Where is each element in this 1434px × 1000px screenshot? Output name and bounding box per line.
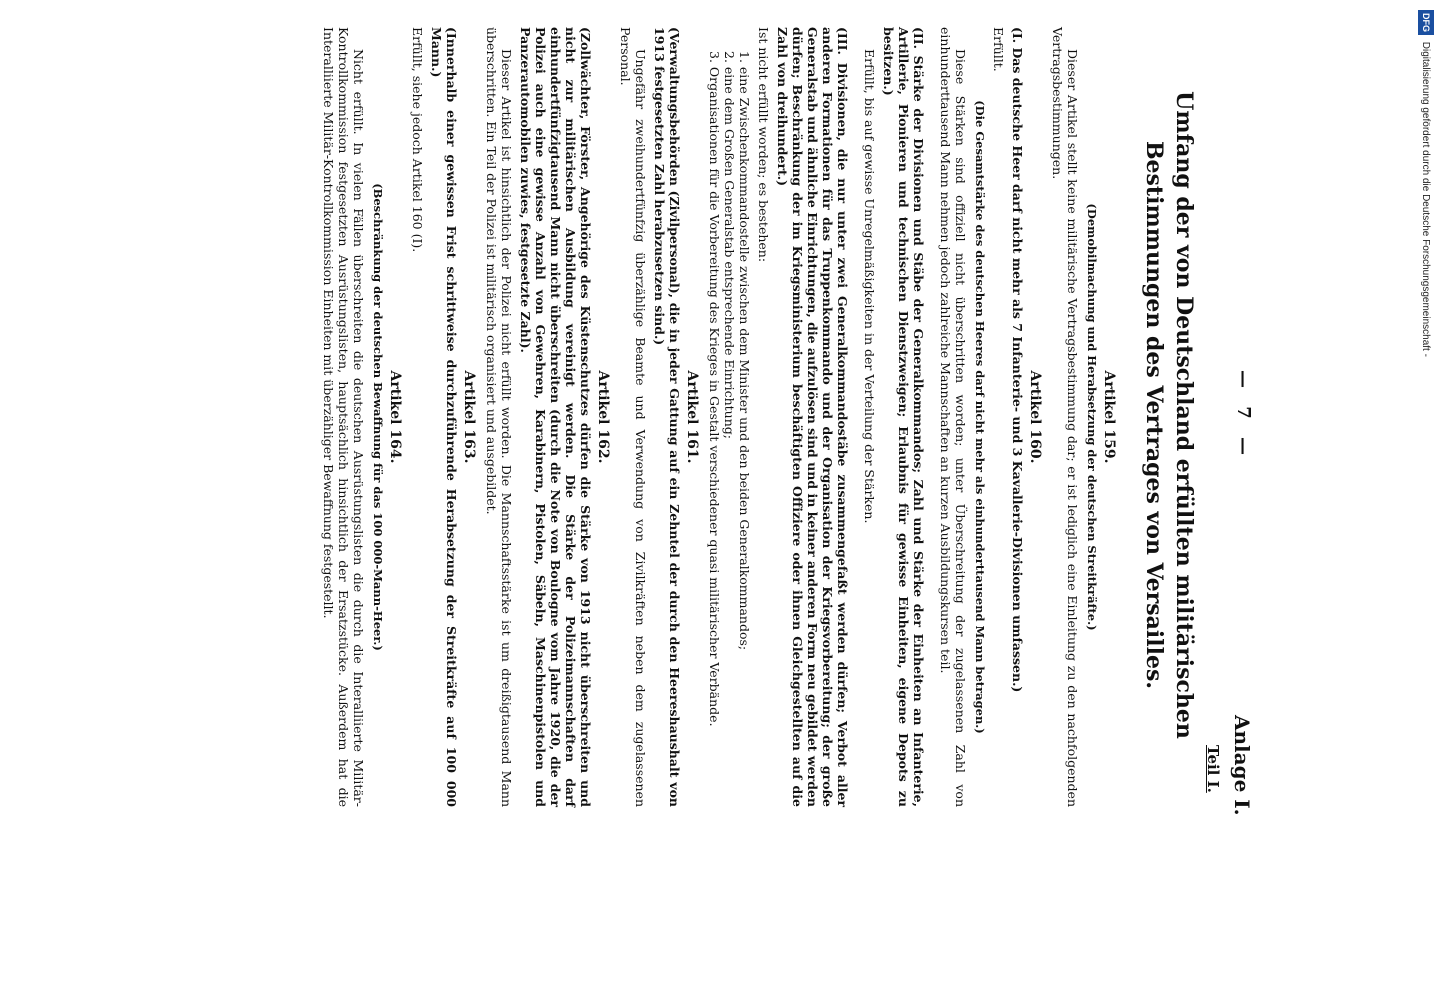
article-164-subtitle: (Beschränkung der deutschen Bewaffnung für das 100 000-Mann-Heer.) <box>371 183 385 651</box>
article-162-subtitle: (Zollwächter, Förster, Angehörige des Küstenschutzes dürfen die Stärke von 1913 nicht überschreiten und nicht zur militärischen Ausbildung vereinigt werden. Die Stärke der Polizeimannschaften darf einhundertfünfzigtausend Mann nicht überschreiten (durch die Note von Boulogne vom Jahre 1920, die der Polizei auch eine gewisse Anzahl von Gewehren, Karabinern, Pistolen, Säbeln, Maschinenpistolen und Panzerautomobilen zuwies, festgesetzte Zahl). <box>518 27 593 807</box>
article-159-subtitle: (Demobilmachung und Herabsetzung der deutschen Streitkräfte.) <box>1085 203 1099 631</box>
dfg-logo: DFG <box>1418 10 1434 35</box>
article-163-text: Erfüllt, siehe jedoch Artikel 160 (I). <box>410 27 425 253</box>
article-161-heading: Artikel 161. <box>684 370 700 464</box>
annex-label: Anlage I. <box>1230 715 1254 816</box>
article-160-i-subtitle: (Die Gesamtstärke des deutschen Heeres darf nicht mehr als einhunderttausend Mann betragen.) <box>973 100 987 734</box>
article-160-i-text: Erfüllt. <box>991 27 1006 72</box>
article-160-i-heading: (I. Das deutsche Heer darf nicht mehr als 7 Infanterie- und 3 Kavallerie-Divisionen umfassen.) <box>1010 27 1025 693</box>
article-163-heading: Artikel 163. <box>461 370 477 464</box>
article-160-i-text2: Diese Stärken sind offiziell nicht überschritten worden; unter Überschreitung der zugelassenen Zahl von einhunderttausend Mann nehmen jedoch zahlreiche Mannschaften an kurzen Ausbildungskursen teil. <box>938 27 968 807</box>
article-159-text: Dieser Artikel stellt keine militärische Vertragsbestimmung dar; er ist lediglich eine Einleitung zu den nachfolgenden Vertragsbestimmungen. <box>1050 27 1080 807</box>
article-160-ii-heading: (II. Stärke der Divisionen und Stäbe der Generalkommandos; Zahl und Stärke der Einheiten an Infanterie, Artillerie, Pionieren und technischen Dienstzweigen; Erlaubnis für gewisse Einheiten, eigene Depots zu besitzen.) <box>881 27 926 807</box>
article-160-iii-text: Ist nicht erfüllt worden; es bestehen: <box>756 27 771 263</box>
article-159-heading: Artikel 159. <box>1101 370 1117 464</box>
rotated-document-page <box>104 5 1274 825</box>
article-161-subtitle: (Verwaltungsbehörden (Zivilpersonal), die in jeder Gattung auf ein Zehntel der durch den Heereshaushalt von 1913 festgesetzten Zahl herabzusetzen sind.) <box>652 27 682 807</box>
document-title: Umfang der von Deutschland erfüllten militärischen Bestimmungen des Vertrages von Versailles. <box>1141 91 1197 739</box>
article-162-heading: Artikel 162. <box>595 370 611 464</box>
article-161-text: Ungefähr zweihundertfünfzig überzählige Beamte und Verwendung von Zivilkräften neben dem zugelassenen Personal. <box>618 27 648 807</box>
article-160-list <box>707 51 752 807</box>
document-body <box>317 27 1124 807</box>
page-number: — 7 — <box>1233 370 1254 462</box>
list-item: 1. eine Zwischenkommandostelle zwischen dem Minister und den beiden Generalkommandos; <box>737 51 752 651</box>
credit-text: Digitalisierung gefördert durch die Deutsche Forschungsgemeinschaft - <box>1420 41 1431 357</box>
digitization-credit <box>1418 10 1434 390</box>
article-164-heading: Artikel 164. <box>387 370 403 464</box>
part-label: Teil I. <box>1204 745 1222 793</box>
article-160-ii-text: Erfüllt, bis auf gewisse Unregelmäßigkeiten in der Verteilung der Stärken. <box>862 49 877 524</box>
article-160-iii-heading: (III. Divisionen, die nur unter zwei Generalkommandostäbe zusammengefaßt werden dürfen; Verbot aller anderen Formationen für das Truppenkommando und der Organisation der Kriegsvorbereitung; der große Generalstab und ähnliche Einrichtungen, die aufzulösen sind und in keiner anderen Form neu gebildet werden dürfen; Beschränkung der im Kriegsministerium beschäftigten Offiziere oder ihnen Gleichgestellten auf die Zahl von dreihundert.) <box>775 27 850 807</box>
list-item: 2. eine dem Großen Generalstab entsprechende Einrichtung; <box>722 51 737 439</box>
article-162-text: Dieser Artikel ist hinsichtlich der Polizei nicht erfüllt worden. Die Mannschaftsstärke ist um dreißigtausend Mann überschritten. Ein Teil der Polizei ist militärisch organisiert und ausgebildet. <box>484 27 514 807</box>
article-160-heading: Artikel 160. <box>1027 370 1043 464</box>
article-163-subtitle: (Innerhalb einer gewissen Frist schrittweise durchzuführende Herabsetzung der Streitkräfte auf 100 000 Mann.) <box>429 27 459 807</box>
list-item: 3. Organisationen für die Vorbereitung des Krieges in Gestalt verschiedener quasi militärischer Verbände. <box>707 51 722 727</box>
article-164-text: Nicht erfüllt. In vielen Fällen überschreiten die deutschen Ausrüstungslisten die durch die Interalliierte Militär-Kontrollkommission festgesetzten Ausrüstungslisten, hauptsächlich hinsichtlich der Ersatzstücke. Außerdem hat die Interalliierte Militär-Kontrollkommission Einheiten mit überzähliger Bewaffnung festgestellt. <box>321 27 366 807</box>
